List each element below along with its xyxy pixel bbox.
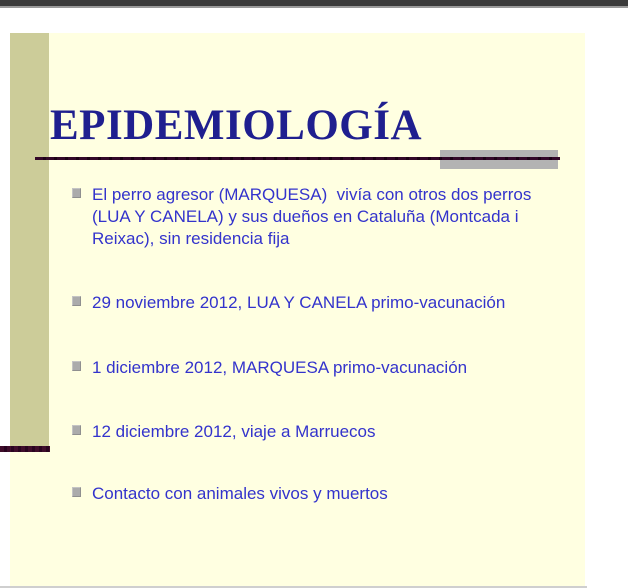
slide-left-strip (10, 33, 49, 447)
bullet-square-icon (72, 188, 81, 198)
slide-title: EPIDEMIOLOGÍA (50, 102, 423, 149)
bullet-text: Contacto con animales vivos y muertos (92, 484, 388, 503)
title-rule-line (35, 157, 560, 160)
bullet-square-icon (72, 425, 81, 435)
bullet-item (72, 184, 564, 250)
bullet-text: El perro agresor (MARQUESA) vivía con otros dos perros (LUA Y CANELA) y sus dueños en Cataluña (Montcada i Reixac), sin residencia fija (92, 185, 537, 248)
bullet-square-icon (72, 487, 81, 497)
slide-canvas (10, 33, 585, 586)
bullet-text: 12 diciembre 2012, viaje a Marruecos (92, 422, 376, 441)
strip-accent-line (0, 446, 50, 452)
bullet-text: 29 noviembre 2012, LUA Y CANELA primo-vacunación (92, 293, 506, 312)
bullet-item (72, 483, 564, 505)
bullet-item (72, 421, 564, 443)
window-top-bar-underline (0, 6, 628, 8)
bullet-item (72, 292, 564, 314)
bullet-square-icon (72, 361, 81, 371)
bullet-square-icon (72, 296, 81, 306)
bullet-text: 1 diciembre 2012, MARQUESA primo-vacunación (92, 358, 468, 377)
bullet-item (72, 357, 564, 379)
